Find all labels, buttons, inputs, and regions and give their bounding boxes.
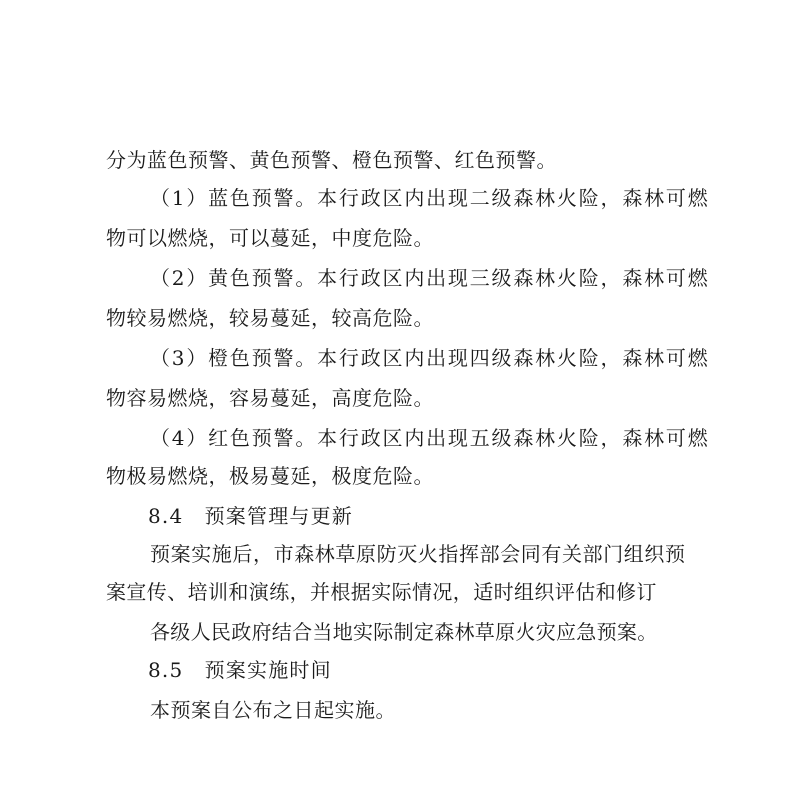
paragraph-line: 物较易燃烧，较易蔓延，较高危险。: [106, 306, 434, 330]
paragraph-line: （4）红色预警。本行政区内出现五级森林火险，森林可燃: [150, 426, 710, 450]
paragraph-line: 各级人民政府结合当地实际制定森林草原火灾应急预案。: [150, 620, 658, 644]
paragraph-line: （1）蓝色预警。本行政区内出现二级森林火险，森林可燃: [150, 186, 710, 210]
paragraph-line: 本预案自公布之日起实施。: [150, 698, 396, 722]
paragraph-line: 案宣传、培训和演练，并根据实际情况，适时组织评估和修订: [106, 580, 657, 604]
paragraph-line: （3）橙色预警。本行政区内出现四级森林火险，森林可燃: [150, 346, 710, 370]
section-heading: 8.5 预案实施时间: [148, 658, 332, 682]
paragraph-line: 物极易燃烧，极易蔓延，极度危险。: [106, 464, 434, 488]
section-heading: 8.4 预案管理与更新: [148, 504, 354, 528]
paragraph-line: 物可以燃烧，可以蔓延，中度危险。: [106, 226, 434, 250]
paragraph-line: 预案实施后，市森林草原防灭火指挥部会同有关部门组织预: [150, 542, 686, 566]
paragraph-line: 分为蓝色预警、黄色预警、橙色预警、红色预警。: [106, 148, 557, 172]
paragraph-line: 物容易燃烧，容易蔓延，高度危险。: [106, 386, 434, 410]
paragraph-line: （2）黄色预警。本行政区内出现三级森林火险，森林可燃: [150, 266, 710, 290]
